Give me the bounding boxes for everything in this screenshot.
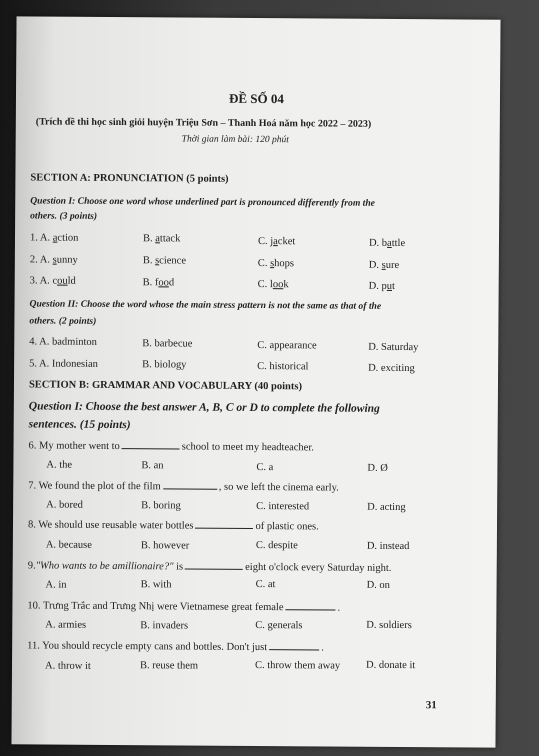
page-number: 31: [425, 699, 437, 712]
question-9-option-c: C. at: [255, 579, 276, 591]
answer-blank: [286, 600, 336, 610]
section-a-q2-line1: Question II: Choose the word whose the main stress pattern is not the same as that of the: [29, 298, 382, 312]
question-2-option-b: B. science: [142, 255, 187, 267]
question-11-stem: 11. You should recycle empty cans and bottles. Don't just .: [27, 640, 324, 654]
answer-blank: [195, 519, 253, 529]
section-a-title: SECTION A: PRONUNCIATION (5 points): [30, 172, 229, 185]
question-8-option-b: B. however: [140, 540, 190, 552]
question-9-option-d: D. on: [366, 579, 390, 591]
question-7-option-d: D. acting: [367, 501, 406, 514]
book-page: [11, 16, 500, 747]
answer-blank: [163, 479, 217, 489]
section-b-title: SECTION B: GRAMMAR AND VOCABULARY (40 points): [28, 379, 303, 393]
question-10-option-a: A. armies: [45, 619, 87, 631]
question-3-option-d: D. put: [368, 280, 395, 292]
question-10-option-d: D. soldiers: [366, 619, 412, 632]
question-6-option-c: C. a: [256, 462, 274, 474]
question-10-option-b: B. invaders: [140, 620, 189, 632]
exam-source: (Trích đề thi học sinh giỏi huyện Triệu Sơn – Thanh Hoá năm học 2022 – 2023): [35, 116, 372, 130]
question-11-option-b: B. reuse them: [139, 660, 199, 672]
question-6-option-b: B. an: [141, 460, 164, 472]
question-1-option-d: D. battle: [368, 237, 406, 250]
question-11-option-c: C. throw them away: [254, 660, 341, 672]
question-4-option-c: C. appearance: [257, 340, 317, 352]
question-8-option-d: D. instead: [366, 540, 410, 553]
question-10-option-c: C. generals: [255, 620, 303, 632]
answer-blank: [269, 640, 319, 650]
question-7-option-a: A. bored: [46, 499, 83, 511]
section-a-q1-line1: Question I: Choose one word whose underlined part is pronounced differently from the: [30, 195, 376, 209]
question-4: 4. A. badminton: [29, 336, 97, 348]
question-9-option-a: A. in: [45, 579, 67, 591]
question-4-option-b: B. barbecue: [142, 338, 193, 350]
question-1-option-b: B. attack: [142, 233, 181, 245]
question-5-option-b: B. biology: [142, 359, 187, 371]
question-1-option-c: C. jacket: [257, 236, 296, 248]
question-7-stem: 7. We found the plot of the film , so we left the cinema early.: [28, 480, 339, 494]
question-8-stem: 8. We should use reusable water bottles of plastic ones.: [27, 519, 319, 533]
question-6-option-d: D. Ø: [367, 462, 388, 474]
question-2: 2. A. sunny: [29, 254, 78, 266]
question-7-option-b: B. boring: [141, 500, 181, 512]
question-10-stem: 10. Trưng Trắc and Trưng Nhị were Vietnamese great female .: [27, 600, 341, 614]
question-4-option-d: D. Saturday: [368, 341, 419, 354]
question-6-option-a: A. the: [46, 459, 73, 471]
question-8-option-a: A. because: [45, 539, 92, 551]
section-a-q2-line2: others. (2 points): [29, 315, 97, 327]
question-11-option-d: D. donate it: [365, 659, 416, 672]
section-b-q1-line1: Question I: Choose the best answer A, B, C or D to complete the following: [28, 400, 380, 415]
question-9-stem: 9."Who wants to be amillionaire?" is eight o'clock every Saturday night.: [27, 560, 392, 574]
answer-blank: [122, 439, 180, 449]
question-9-option-b: B. with: [140, 579, 172, 591]
question-3-option-c: C. look: [257, 279, 289, 291]
question-5-option-d: D. exciting: [368, 362, 415, 375]
question-6-stem: 6. My mother went to school to meet my headteacher.: [28, 440, 314, 454]
question-8-option-c: C. despite: [255, 540, 298, 552]
exam-time: Thời gian làm bài: 120 phút: [181, 134, 289, 146]
question-2-option-d: D. sure: [368, 259, 400, 271]
question-3-option-b: B. food: [142, 277, 175, 289]
answer-blank: [185, 560, 243, 570]
question-7-option-c: C. interested: [256, 501, 310, 513]
question-5: 5. A. Indonesian: [29, 358, 98, 370]
question-3: 3. A. could: [29, 275, 76, 287]
section-b-q1-line2: sentences. (15 points): [28, 418, 131, 432]
question-5-option-c: C. historical: [257, 361, 309, 373]
section-a-q1-line2: others. (3 points): [30, 210, 98, 222]
question-1: 1. A. action: [29, 232, 79, 244]
question-11-option-a: A. throw it: [44, 660, 91, 672]
question-2-option-c: C. shops: [257, 258, 295, 270]
exam-title: ĐỀ SỐ 04: [228, 90, 284, 107]
